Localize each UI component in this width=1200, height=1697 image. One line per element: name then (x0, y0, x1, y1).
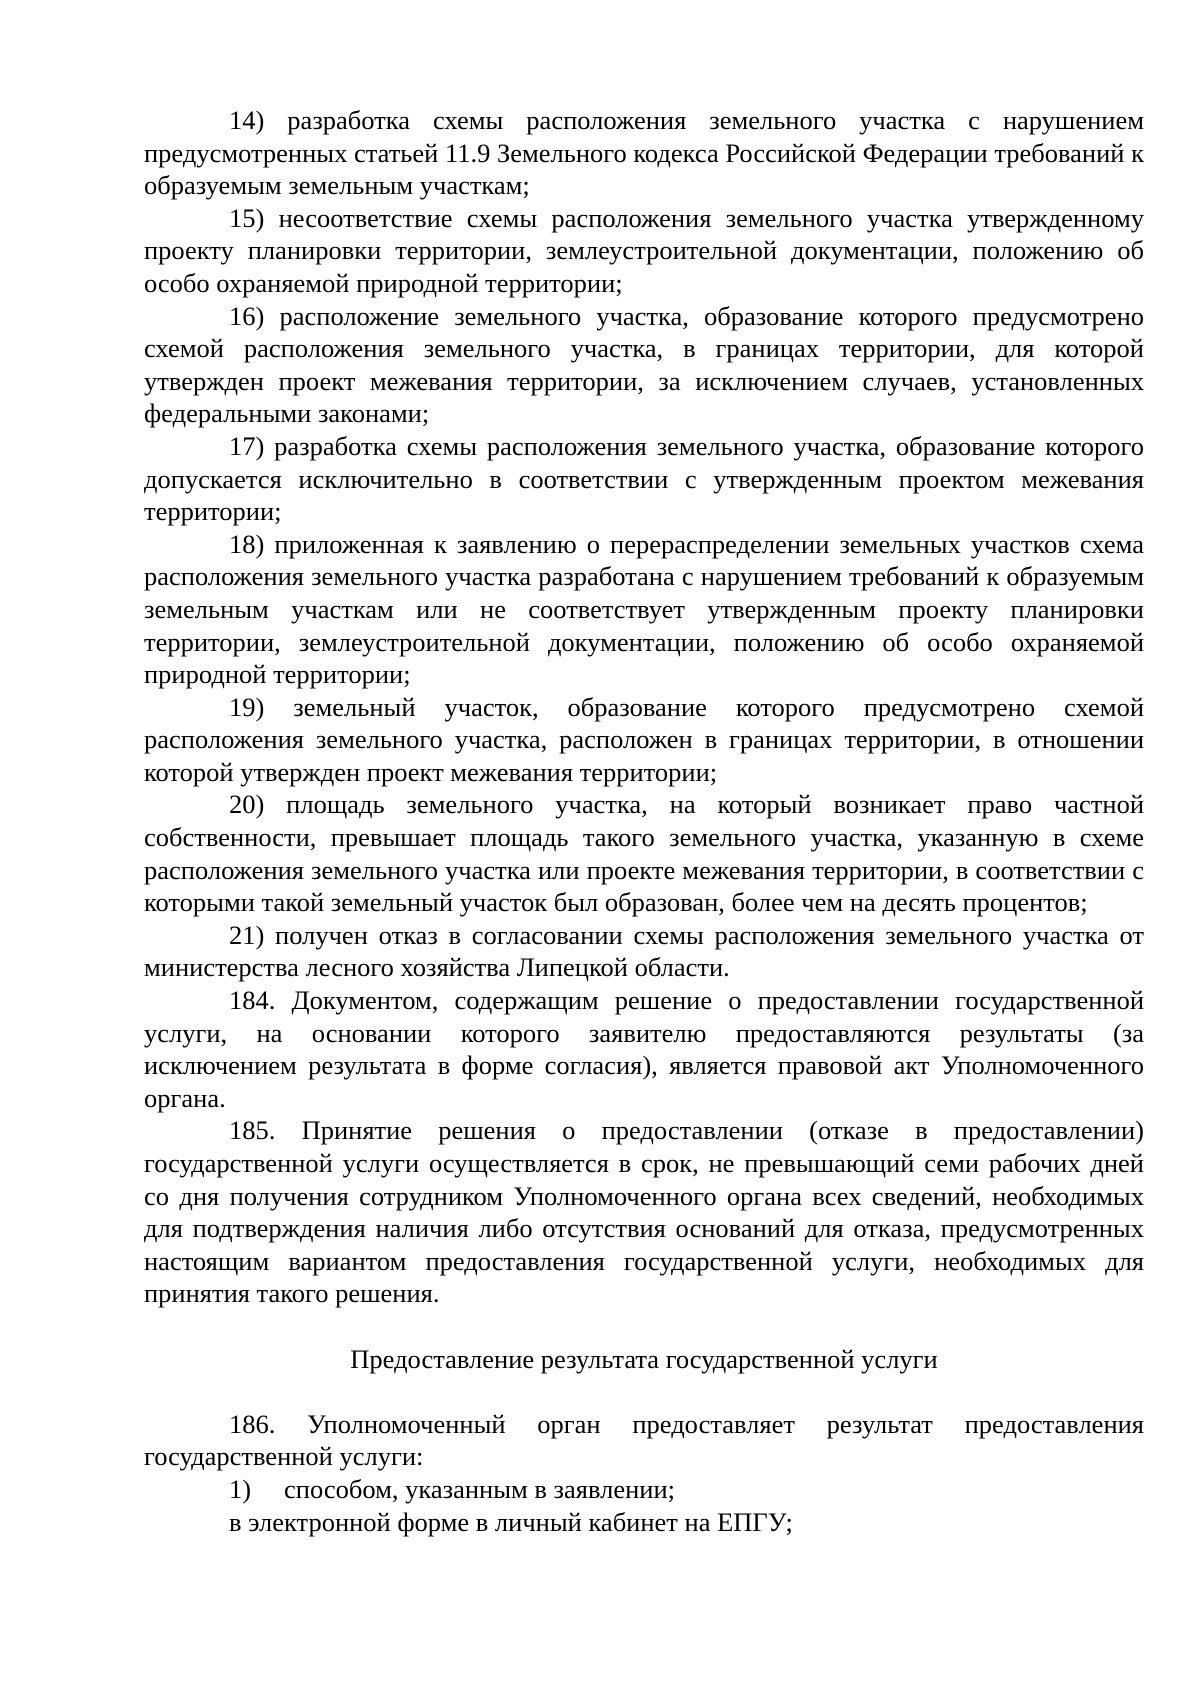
last-line: в электронной форме в личный кабинет на ЕПГУ; (229, 1506, 793, 1537)
list-item-1 (144, 1473, 1144, 1506)
paragraph-186: 186. Уполномоченный орган предоставляет результат предоставления государственной услуги: (144, 1408, 1144, 1472)
list-item-text: способом, указанным в заявлении; (284, 1473, 676, 1504)
paragraph-item-16: 16) расположение земельного участка, образование которого предусмотрено схемой расположения земельного участка, в границах территории, для которой утвержден проект межевания территории, за исключением случаев, установленных федеральными законами; (144, 300, 1144, 429)
paragraph-item-14: 14) разработка схемы расположения земельного участка с нарушением предусмотренных статьей 11.9 Земельного кодекса Российской Федерации требований к образуемым земельным участкам; (144, 105, 1144, 201)
document-page (144, 104, 1144, 1538)
section-heading: Предоставление результата государственной услуги (350, 1343, 938, 1374)
paragraph-item-21: 21) получен отказ в согласовании схемы расположения земельного участка от министерства лесного хозяйства Липецкой области. (144, 919, 1144, 983)
paragraph-184: 184. Документом, содержащим решение о предоставлении государственной услуги, на основании которого заявителю предоставляются результаты (за исключением результата в форме согласия), является правовой акт Уполномоченного органа. (144, 985, 1144, 1113)
paragraph-item-19: 19) земельный участок, образование которого предусмотрено схемой расположения земельного участка, расположен в границах территории, в отношении которой утвержден проект межевания территории; (144, 691, 1144, 787)
paragraph-item-15: 15) несоответствие схемы расположения земельного участка утвержденному проекту планировки территории, землеустроительной документации, положению об особо охраняемой природной территории; (144, 202, 1144, 298)
list-item-number: 1) (229, 1473, 252, 1504)
paragraph-item-17: 17) разработка схемы расположения земельного участка, образование которого допускается исключительно в соответствии с утвержденным проектом межевания территории; (144, 430, 1144, 527)
paragraph-item-20: 20) площадь земельного участка, на который возникает право частной собственности, превышает площадь такого земельного участка, указанную в схеме расположения земельного участка или проекте межевания территории, в соответствии с которыми такой земельный участок был образован, более чем на десять процентов; (144, 789, 1144, 918)
paragraph-item-18: 18) приложенная к заявлению о перераспределении земельных участков схема расположения земельного участка разработана с нарушением требований к образуемым земельным участкам или не соответствует утвержденным проекту планировки территории, землеустроительной документации, положению об особо охраняемой природной территории; (144, 528, 1144, 690)
paragraph-185: 185. Принятие решения о предоставлении (отказе в предоставлении) государственной услуги осуществляется в срок, не превышающий семи рабочих дней со дня получения сотрудником Уполномоченного органа всех сведений, необходимых для подтверждения наличия либо отсутствия оснований для отказа, предусмотренных настоящим вариантом предоставления государственной услуги, необходимых для принятия такого решения. (144, 1115, 1144, 1309)
